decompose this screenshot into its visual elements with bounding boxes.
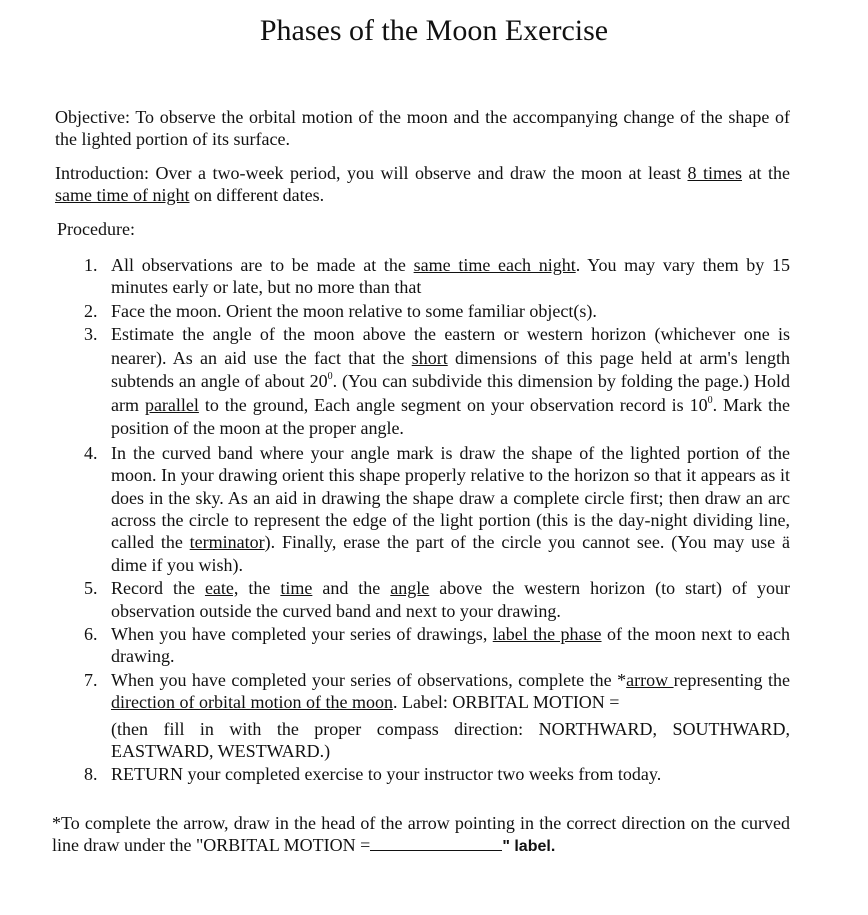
- step-item: [84, 323, 790, 441]
- step-item: [84, 254, 790, 299]
- intro-text-c: on different dates.: [189, 185, 325, 205]
- intro-text-a: Introduction: Over a two-week period, you will observe and draw the moon at least: [55, 163, 688, 183]
- step-number: 7.: [84, 669, 98, 690]
- step-text: above the western horizon (to start) of your observation outside the curved band and next to your drawing.: [111, 578, 790, 621]
- intro-underline-8-times: 8 times: [687, 163, 742, 183]
- step-underline: eate,: [204, 578, 239, 599]
- fill-in-blank-line: [370, 836, 502, 851]
- step-underline: parallel: [144, 394, 199, 415]
- step-underline: terminator: [189, 532, 265, 553]
- step-underline: same time each night: [413, 255, 576, 275]
- step-text: When you have completed your series of drawings,: [111, 623, 493, 644]
- step-underline: angle: [390, 578, 430, 599]
- intro-text-b: at the: [742, 163, 791, 183]
- step-number: 5.: [84, 578, 98, 599]
- step-text: the: [238, 578, 281, 599]
- footnote-text-a: *To complete the arrow, draw in the head of the arrow pointing in the correct direction on the curved line draw under the "ORBITAL MOTION =: [52, 813, 790, 855]
- step-underline: direction of orbital motion of the moon: [111, 692, 393, 713]
- step-text: In the curved band where your angle mark is draw the shape of the lighted portion of the moon. In your drawing orient this shape properly relative to the horizon so that it appears as it does in the sky. As an aid in drawing the shape draw a complete circle first; then draw an arc across the circle to represent the edge of the light portion (this is the day-night dividing line, called the: [111, 442, 790, 553]
- step-text: . (You can subdivide this dimension by folding the page.) Hold arm: [111, 371, 790, 415]
- step-item: [84, 669, 790, 763]
- step-item: [84, 623, 790, 668]
- step-text: Face the moon. Orient the moon relative to some familiar object(s).: [111, 300, 597, 321]
- procedure-steps: [84, 254, 790, 787]
- step-number: 2.: [84, 300, 98, 321]
- step-item: [84, 763, 790, 785]
- step-text: ). Finally, erase the part of the circle you cannot see. (You may use ä dime if you wish).: [111, 532, 790, 575]
- step-number: 8.: [84, 764, 98, 785]
- step-item: [84, 442, 790, 576]
- step-text: of the moon next to each drawing.: [111, 623, 790, 667]
- intro-underline-same-time: same time of night: [55, 185, 190, 205]
- step-text: . You may vary them by 15 minutes early or late, but no more than that: [111, 255, 790, 298]
- step-subtext: (then fill in with the proper compass direction: NORTHWARD, SOUTHWARD, EASTWARD, WESTWARD.): [111, 718, 790, 761]
- step-number: 6.: [84, 623, 98, 644]
- step-number: 4.: [84, 442, 98, 463]
- step-underline: time: [280, 578, 313, 599]
- objective-paragraph: Objective: To observe the orbital motion of the moon and the accompanying change of the shape of the lighted portion of its surface.: [55, 107, 790, 149]
- degree-superscript: 0: [707, 394, 713, 406]
- step-item: [84, 577, 790, 622]
- step-text: dimensions of this page held at arm's length subtends an angle of about 20: [111, 347, 791, 392]
- footnote-paragraph: [52, 812, 790, 858]
- introduction-paragraph: [55, 162, 790, 206]
- step-text: RETURN your completed exercise to your instructor two weeks from today.: [111, 764, 662, 785]
- degree-superscript: 0: [327, 371, 333, 383]
- step-text: . Mark the position of the moon at the proper angle.: [111, 394, 791, 439]
- step-underline: arrow: [626, 669, 674, 690]
- page-title: Phases of the Moon Exercise: [259, 14, 609, 47]
- step-text: representing the: [673, 669, 790, 690]
- step-text: When you have completed your series of observations, complete the *: [111, 669, 627, 690]
- step-underline: short: [411, 347, 448, 368]
- step-item: [84, 300, 790, 322]
- procedure-label: Procedure:: [57, 219, 135, 239]
- step-text: to the ground, Each angle segment on your observation record is 10: [198, 394, 708, 415]
- step-text: and the: [312, 578, 391, 599]
- step-underline: label the phase: [492, 623, 602, 644]
- step-number: 1.: [84, 255, 98, 275]
- footnote-text-b: " label.: [502, 838, 556, 855]
- step-text: . Label: ORBITAL MOTION =: [392, 692, 620, 713]
- step-number: 3.: [84, 324, 98, 345]
- step-text: Estimate the angle of the moon above the eastern or western horizon (whichever one is nearer). As an aid use the fact that the: [111, 324, 790, 368]
- step-text: Record the: [111, 578, 205, 599]
- step-text: All observations are to be made at the: [111, 255, 414, 275]
